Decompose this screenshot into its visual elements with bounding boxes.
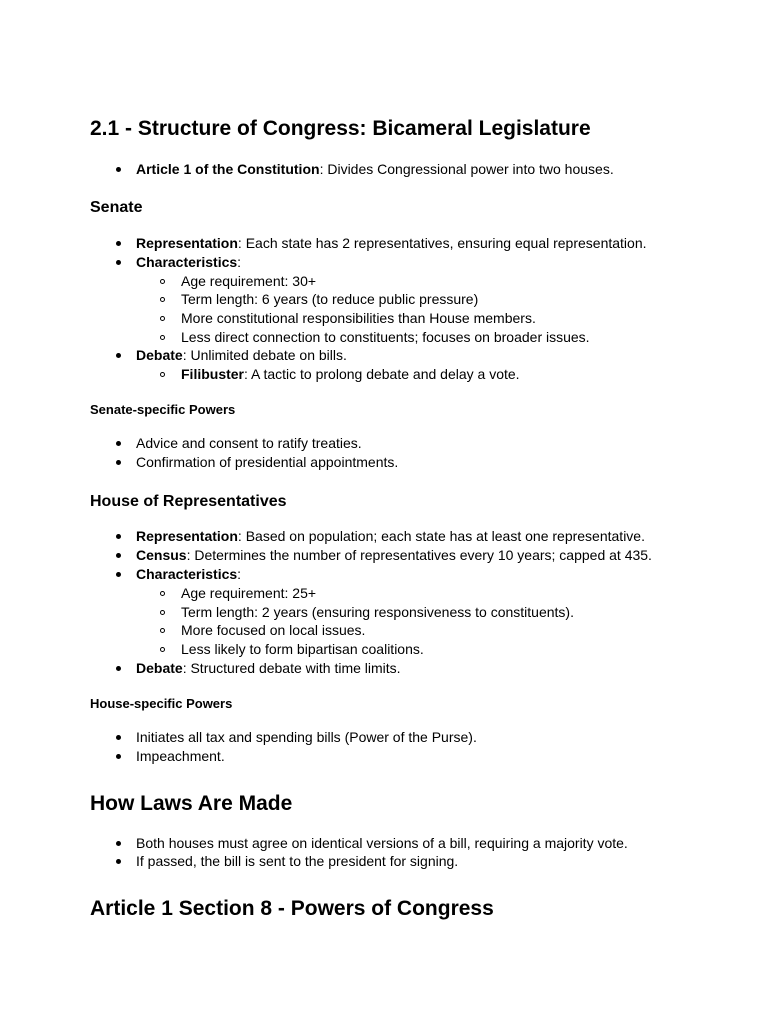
sublist-item: Age requirement: 30+ xyxy=(181,273,317,289)
list-item: Confirmation of presidential appointments. xyxy=(136,454,399,470)
item-text: : Structured debate with time limits. xyxy=(182,660,401,676)
list-item-senate-representation xyxy=(136,234,647,252)
list-item-senate-characteristics xyxy=(136,253,241,271)
bullet-icon xyxy=(116,553,121,558)
bullet-icon xyxy=(116,241,121,246)
bullet-icon xyxy=(116,859,121,864)
list-item: Advice and consent to ratify treaties. xyxy=(136,435,362,451)
bullet-icon xyxy=(116,460,121,465)
term: Representation xyxy=(136,235,238,251)
circle-bullet-icon xyxy=(160,628,165,633)
sublist-item: More constitutional responsibilities than House members. xyxy=(181,310,536,326)
bullet-icon xyxy=(116,353,121,358)
circle-bullet-icon xyxy=(160,335,165,340)
item-text: : Based on population; each state has at least one representative. xyxy=(237,528,645,544)
sublist-item: Age requirement: 25+ xyxy=(181,585,317,601)
bullet-icon xyxy=(116,754,121,759)
list-item-article1 xyxy=(136,160,614,178)
bullet-icon xyxy=(116,441,121,446)
list-item: Initiates all tax and spending bills (Power of the Purse). xyxy=(136,729,477,745)
item-text: : xyxy=(237,254,242,270)
senate-powers-heading: Senate-specific Powers xyxy=(90,402,236,417)
item-text: : Divides Congressional power into two houses. xyxy=(319,161,614,177)
list-item: If passed, the bill is sent to the president for signing. xyxy=(136,853,459,869)
item-text: : Each state has 2 representatives, ensuring equal representation. xyxy=(237,235,647,251)
list-item: Impeachment. xyxy=(136,748,225,764)
house-powers-heading: House-specific Powers xyxy=(90,696,233,711)
circle-bullet-icon xyxy=(160,610,165,615)
item-text: : A tactic to prolong debate and delay a vote. xyxy=(244,366,520,382)
sublist-item: Less likely to form bipartisan coalitions. xyxy=(181,641,424,657)
circle-bullet-icon xyxy=(160,591,165,596)
list-item-house-census xyxy=(136,546,652,564)
bullet-icon xyxy=(116,572,121,577)
sublist-item: Term length: 2 years (ensuring responsiveness to constituents). xyxy=(181,604,574,620)
circle-bullet-icon xyxy=(160,372,165,377)
term: Filibuster xyxy=(181,366,245,382)
sublist-item-filibuster xyxy=(181,365,520,383)
circle-bullet-icon xyxy=(160,647,165,652)
item-text: : xyxy=(237,566,242,582)
list-item-house-representation xyxy=(136,527,645,545)
sublist-item: Less direct connection to constituents; focuses on broader issues. xyxy=(181,329,590,345)
term: Article 1 of the Constitution xyxy=(136,161,320,177)
bullet-icon xyxy=(116,534,121,539)
list-item-house-characteristics xyxy=(136,565,241,583)
list-item-house-debate xyxy=(136,659,401,677)
term: Debate xyxy=(136,660,183,676)
item-text: : Determines the number of representatives every 10 years; capped at 435. xyxy=(186,547,652,563)
circle-bullet-icon xyxy=(160,316,165,321)
term: Characteristics xyxy=(136,566,238,582)
senate-heading: Senate xyxy=(90,199,143,216)
bullet-icon xyxy=(116,735,121,740)
term: Characteristics xyxy=(136,254,238,270)
bullet-icon xyxy=(116,260,121,265)
house-heading: House of Representatives xyxy=(90,493,287,510)
term: Census xyxy=(136,547,187,563)
term: Debate xyxy=(136,347,183,363)
sublist-item: Term length: 6 years (to reduce public pressure) xyxy=(181,291,479,307)
section-title: 2.1 - Structure of Congress: Bicameral Legislature xyxy=(90,117,591,140)
bullet-icon xyxy=(116,167,121,172)
list-item: Both houses must agree on identical versions of a bill, requiring a majority vote. xyxy=(136,835,628,851)
article-heading: Article 1 Section 8 - Powers of Congress xyxy=(90,897,494,920)
bullet-icon xyxy=(116,666,121,671)
item-text: : Unlimited debate on bills. xyxy=(182,347,347,363)
sublist-item: More focused on local issues. xyxy=(181,622,366,638)
term: Representation xyxy=(136,528,238,544)
bullet-icon xyxy=(116,841,121,846)
circle-bullet-icon xyxy=(160,297,165,302)
circle-bullet-icon xyxy=(160,279,165,284)
laws-heading: How Laws Are Made xyxy=(90,792,293,815)
list-item-senate-debate xyxy=(136,346,347,364)
